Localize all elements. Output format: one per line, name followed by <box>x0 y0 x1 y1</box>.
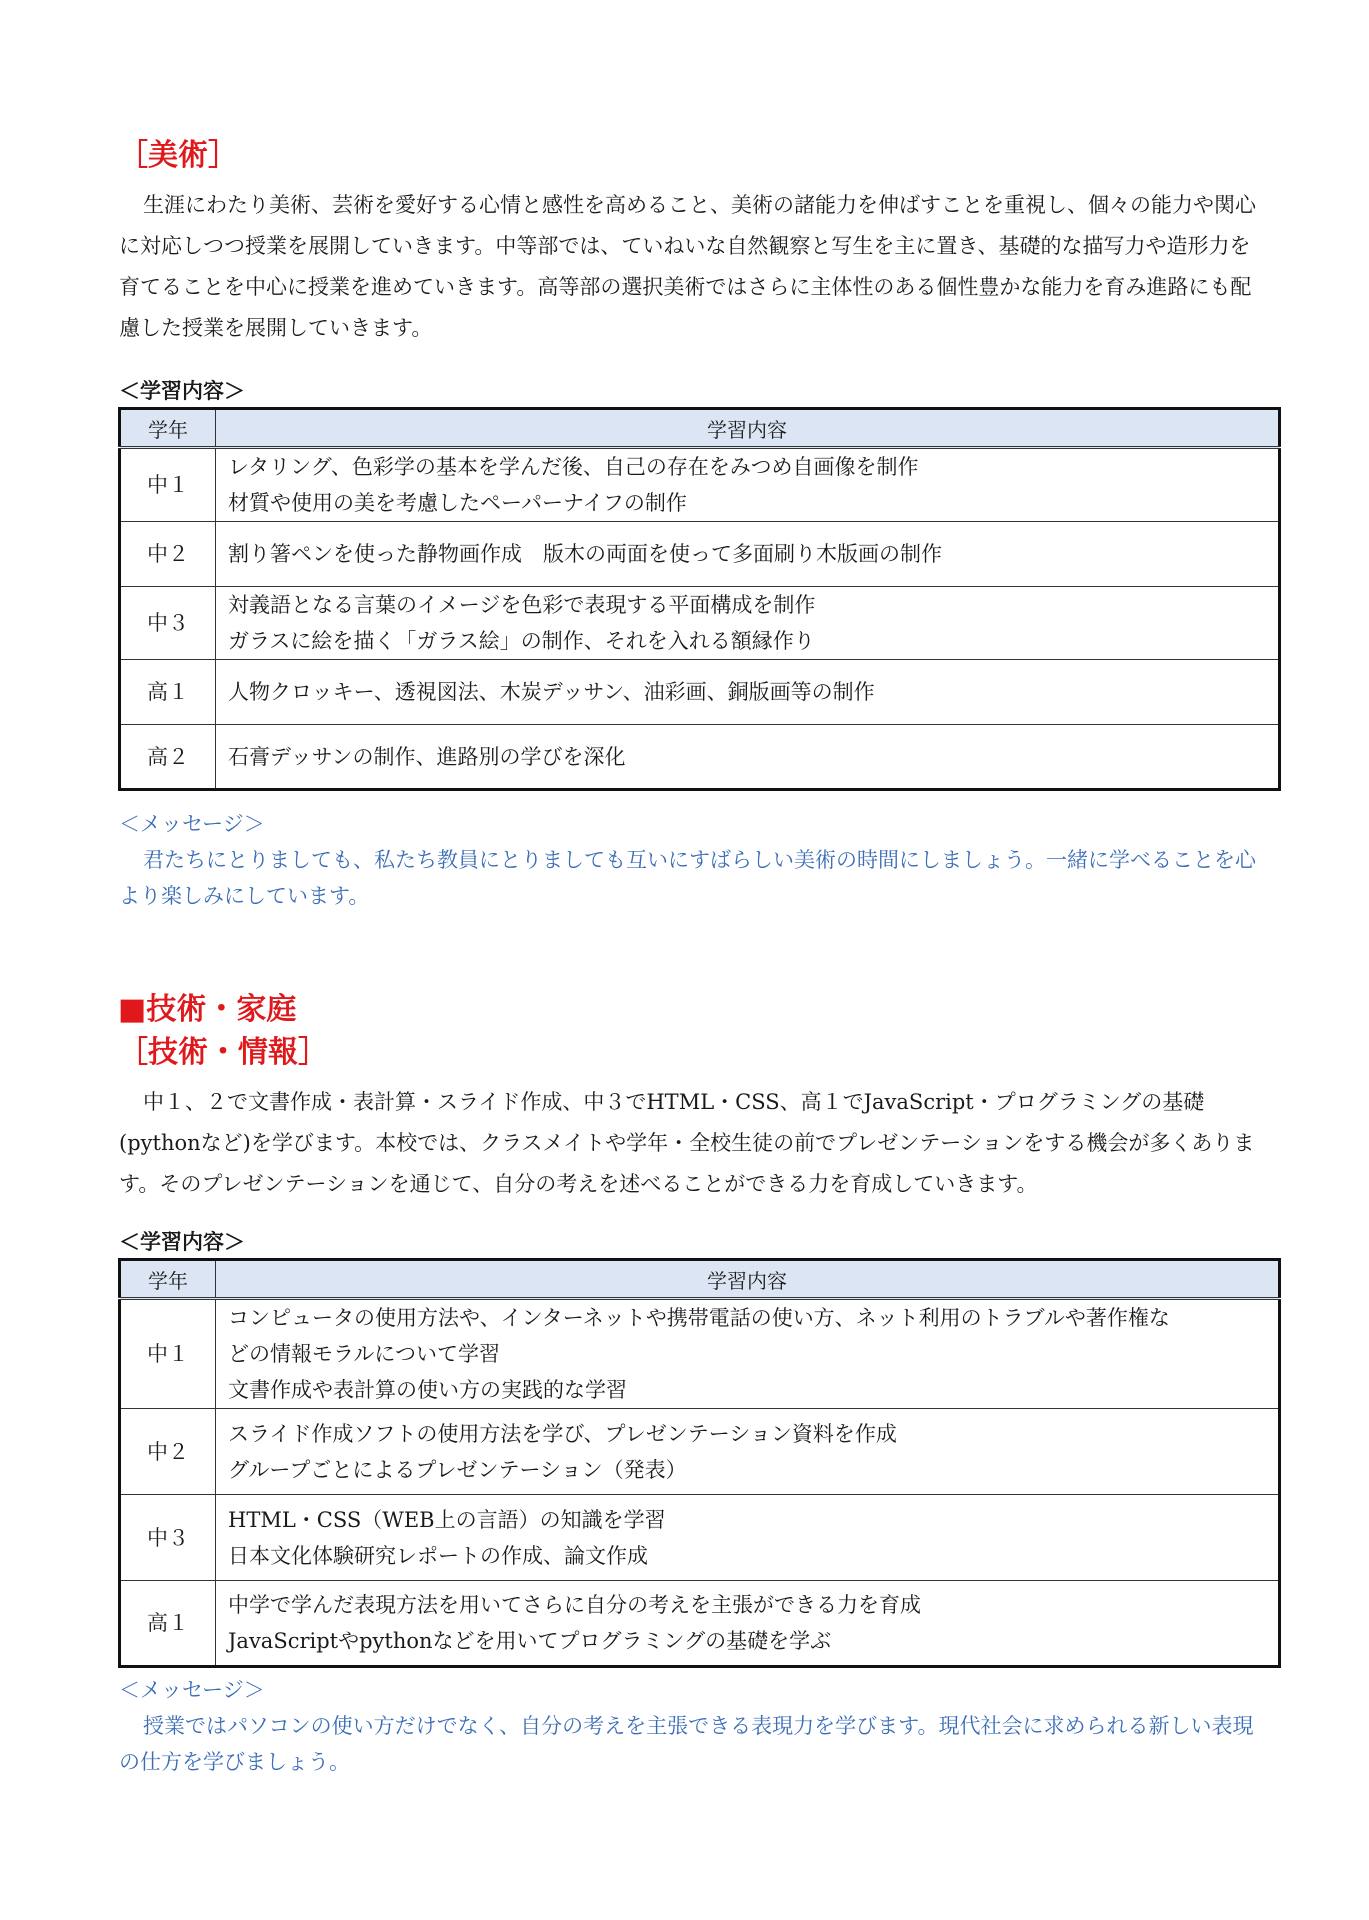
art-study-table <box>118 407 1281 791</box>
content-line: 石膏デッサンの制作、進路別の学びを深化 <box>228 744 626 769</box>
content-cell <box>216 1581 1280 1667</box>
content-cell <box>216 448 1280 522</box>
content-line: 文書作成や表計算の使い方の実践的な学習 <box>228 1378 627 1402</box>
table-row <box>120 725 1280 790</box>
content-line: 中学で学んだ表現方法を用いてさらに自分の考えを主張ができる力を育成 <box>228 1593 921 1617</box>
content-cell <box>216 1495 1280 1581</box>
table-row <box>120 448 1280 522</box>
content-cell <box>216 725 1280 790</box>
header-grade: 学年 <box>120 409 216 448</box>
art-description <box>119 185 1259 349</box>
table-row <box>120 1299 1280 1409</box>
tech-description-text: 中１、２で文書作成・表計算・スライド作成、中３でHTML・CSS、高１でJavaScript・プログラミングの基礎(pythonなど)を学びます。本校では、クラスメイトや学年・全校生徒の前でプレゼンテーションをする機会が多くあります。そのプレゼンテーションを通じて、自分の考えを述べることができる力を育成していきます。 <box>119 1090 1255 1196</box>
content-line: レタリング、色彩学の基本を学んだ後、自己の存在をみつめ自画像を制作 <box>228 455 919 479</box>
tech-message <box>119 1672 1259 1780</box>
content-line: 日本文化体験研究レポートの作成、論文作成 <box>228 1543 648 1568</box>
content-line: HTML・CSS（WEB上の言語）の知識を学習 <box>228 1507 666 1532</box>
content-line: ガラスに絵を描く「ガラス絵」の制作、それを入れる額縁作り <box>228 629 815 653</box>
header-content: 学習内容 <box>216 409 1280 448</box>
art-description-text: 生涯にわたり美術、芸術を愛好する心情と感性を高めること、美術の諸能力を伸ばすことを重視し、個々の能力や関心に対応しつつ授業を展開していきます。中等部では、ていねいな自然観察と写生を主に置き、基礎的な描写力や造形力を育てることを中心に授業を進めていきます。高等部の選択美術ではさらに主体性のある個性豊かな能力を育み進路にも配慮した授業を展開していきます。 <box>119 193 1256 340</box>
tech-description <box>119 1082 1259 1205</box>
tech-home-heading: ■技術・家庭 <box>118 992 297 1027</box>
grade-cell: 高２ <box>120 725 216 790</box>
content-cell <box>216 587 1280 660</box>
header-content: 学習内容 <box>216 1260 1280 1299</box>
grade-cell: 中２ <box>120 1409 216 1495</box>
content-line: コンピュータの使用方法や、インターネットや携帯電話の使い方、ネット利用のトラブルや著作権な <box>228 1306 1170 1330</box>
content-line: 人物クロッキー、透視図法、木炭デッサン、油彩画、銅版画等の制作 <box>228 680 875 704</box>
content-line: スライド作成ソフトの使用方法を学び、プレゼンテーション資料を作成 <box>228 1421 897 1446</box>
grade-cell: 高１ <box>120 660 216 725</box>
art-message-title: ＜メッセージ＞ <box>119 812 265 836</box>
grade-cell: 中３ <box>120 587 216 660</box>
grade-cell: 中１ <box>120 448 216 522</box>
content-cell <box>216 1409 1280 1495</box>
tech-table-label: ＜学習内容＞ <box>119 1230 245 1254</box>
header-grade: 学年 <box>120 1260 216 1299</box>
table-row <box>120 1581 1280 1667</box>
content-line: JavaScriptやpythonなどを用いてプログラミングの基礎を学ぶ <box>228 1629 832 1653</box>
table-row <box>120 1409 1280 1495</box>
grade-cell: 中１ <box>120 1299 216 1409</box>
tech-info-title: ［技術・情報］ <box>118 1035 328 1070</box>
content-cell <box>216 660 1280 725</box>
table-header-row <box>120 409 1280 448</box>
grade-cell: 高１ <box>120 1581 216 1667</box>
table-row <box>120 1495 1280 1581</box>
art-message <box>119 806 1259 914</box>
tech-message-title: ＜メッセージ＞ <box>119 1678 265 1702</box>
art-message-text: 君たちにとりましても、私たち教員にとりましても互いにすばらしい美術の時間にしましょう。一緒に学べることを心より楽しみにしています。 <box>119 848 1256 908</box>
table-row <box>120 522 1280 587</box>
table-row <box>120 660 1280 725</box>
content-line: 対義語となる言葉のイメージを色彩で表現する平面構成を制作 <box>228 593 816 617</box>
art-section-title: ［美術］ <box>118 138 238 173</box>
art-table-label: ＜学習内容＞ <box>119 379 245 403</box>
content-line: グループごとによるプレゼンテーション（発表） <box>228 1457 687 1482</box>
tech-message-text: 授業ではパソコンの使い方だけでなく、自分の考えを主張できる表現力を学びます。現代社会に求められる新しい表現の仕方を学びましょう。 <box>119 1714 1254 1774</box>
grade-cell: 中３ <box>120 1495 216 1581</box>
tech-study-table <box>118 1258 1281 1668</box>
content-line: 割り箸ペンを使った静物画作成 版木の両面を使って多面刷り木版画の制作 <box>228 542 942 566</box>
table-header-row <box>120 1260 1280 1299</box>
grade-cell: 中２ <box>120 522 216 587</box>
content-line: どの情報モラルについて学習 <box>228 1342 500 1366</box>
content-cell <box>216 522 1280 587</box>
content-line: 材質や使用の美を考慮したペーパーナイフの制作 <box>228 491 687 515</box>
content-cell <box>216 1299 1280 1409</box>
table-row <box>120 587 1280 660</box>
